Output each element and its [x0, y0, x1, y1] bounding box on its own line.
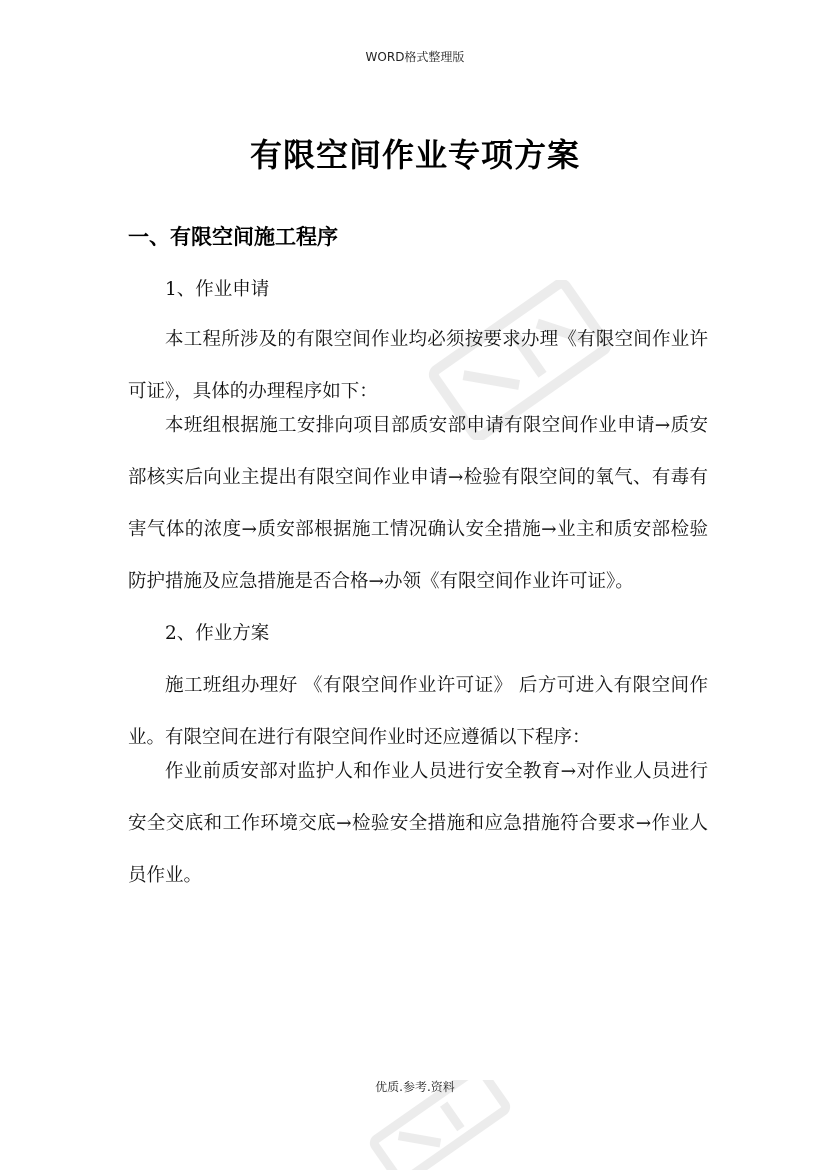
page-header: WORD格式整理版	[365, 50, 465, 64]
section-heading: 一、有限空间施工程序	[128, 225, 338, 249]
paragraph-work-procedure: 作业前质安部对监护人和作业人员进行安全教育→对作业人员进行安全交底和工作环境交底→检验安全措施和应急措施符合要求→作业人员作业。	[128, 761, 708, 886]
subhead-work-plan: 2、作业方案	[165, 623, 270, 644]
paragraph-application-procedure: 本班组根据施工安排向项目部质安部申请有限空间作业申请→质安部核实后向业主提出有限空间作业申请→检验有限空间的氧气、有毒有害气体的浓度→质安部根据施工情况确认安全措施→业主和质安部检验防护措施及应急措施是否合格→办领《有限空间作业许可证》。	[128, 415, 708, 592]
document-title: 有限空间作业专项方案	[249, 136, 580, 174]
page-footer: 优质.参考.资料	[375, 1080, 455, 1094]
paragraph-entry-condition: 施工班组办理好 《有限空间作业许可证》 后方可进入有限空间作业。有限空间在进行有限空间作业时还应遵循以下程序：	[128, 675, 708, 748]
paragraph-permit-requirement: 本工程所涉及的有限空间作业均必须按要求办理《有限空间作业许可证》，具体的办理程序如下：	[128, 329, 708, 402]
subhead-application: 1、作业申请	[165, 279, 270, 300]
